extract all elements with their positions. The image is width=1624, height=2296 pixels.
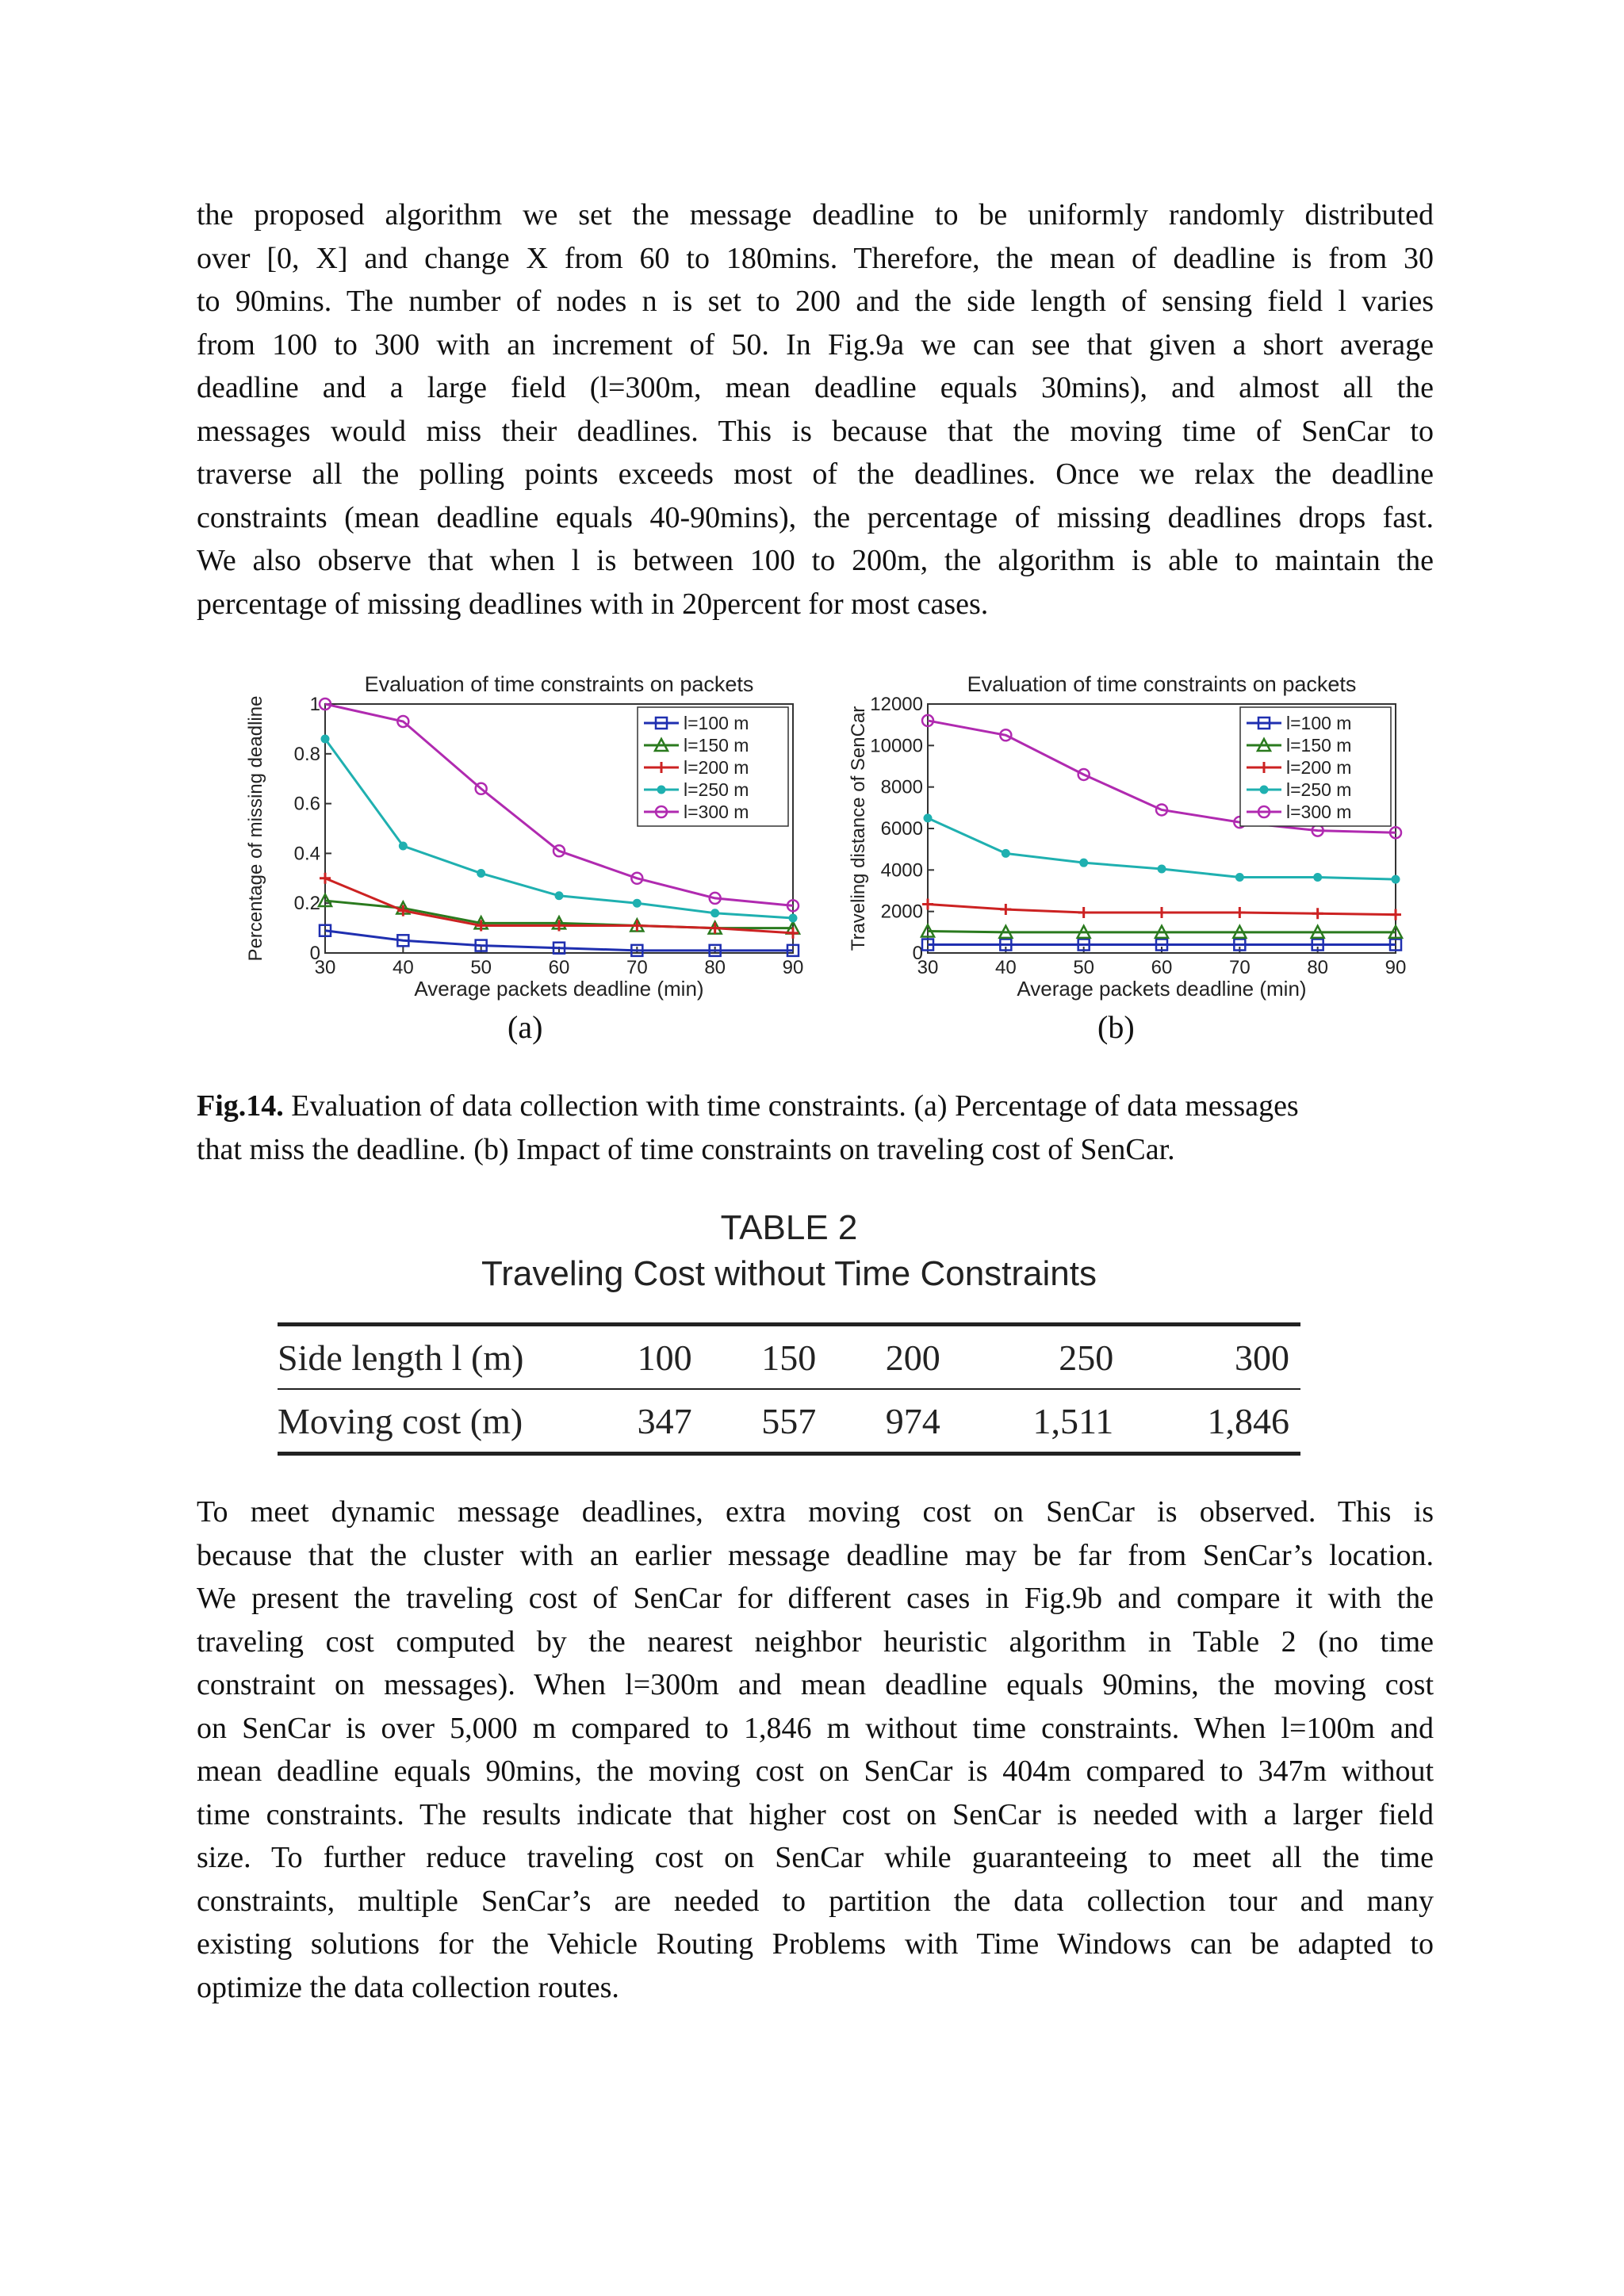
data-point xyxy=(657,786,665,794)
series-line xyxy=(325,931,793,951)
table-cell: 974 xyxy=(827,1389,952,1454)
data-point xyxy=(1158,865,1166,873)
y-tick-label: 2000 xyxy=(880,901,923,923)
x-tick-label: 90 xyxy=(782,957,804,978)
y-tick-label: 4000 xyxy=(880,859,923,882)
table-cell: 150 xyxy=(703,1325,828,1390)
legend-label: l=150 m xyxy=(684,735,749,756)
table-row-header: Side length l (m) xyxy=(278,1325,579,1390)
table-title xyxy=(278,1205,1300,1297)
x-tick-label: 70 xyxy=(626,957,648,978)
data-point xyxy=(555,892,563,900)
data-point xyxy=(1260,786,1268,794)
x-tick-label: 50 xyxy=(1073,957,1095,978)
text-line: constraints, multiple SenCar’s are needed to partition the data collection tour and many xyxy=(197,1884,1434,1918)
x-tick-label: 30 xyxy=(314,957,336,978)
chart-b xyxy=(841,664,1411,1013)
data-point xyxy=(631,920,642,931)
table-cell: 100 xyxy=(579,1325,703,1390)
text-line: existing solutions for the Vehicle Routing Problems with Time Windows can be adapted to xyxy=(197,1927,1434,1961)
text-line: size. To further reduce traveling cost on SenCar while guaranteeing to meet all the time xyxy=(197,1841,1434,1874)
table-caption: Traveling Cost without Time Constraints xyxy=(481,1254,1097,1293)
text-line: deadline and a large field (l=300m, mean deadline equals 30mins), and almost all the xyxy=(197,371,1434,404)
table-cell: 557 xyxy=(703,1389,828,1454)
y-tick-label: 0.6 xyxy=(293,793,320,815)
y-tick-label: 0.8 xyxy=(293,743,320,765)
y-tick-label: 0 xyxy=(912,943,923,964)
x-tick-label: 50 xyxy=(470,957,492,978)
data-point xyxy=(1080,859,1088,867)
table-cell: 200 xyxy=(827,1325,952,1390)
x-tick-label: 30 xyxy=(917,957,939,978)
legend-label: l=300 m xyxy=(1286,802,1352,822)
legend-label: l=200 m xyxy=(1286,757,1352,778)
text-line: the proposed algorithm we set the message deadline to be uniformly randomly distributed xyxy=(197,198,1434,232)
y-tick-label: 0 xyxy=(309,943,320,964)
data-point xyxy=(922,899,933,910)
table-cell: 1,846 xyxy=(1124,1389,1300,1454)
text-line: on SenCar is over 5,000 m compared to 1,846 m without time constraints. When l=100m and xyxy=(197,1711,1434,1745)
legend-label: l=250 m xyxy=(1286,779,1352,800)
data-point xyxy=(1234,907,1245,918)
table-row xyxy=(278,1325,1300,1390)
data-point xyxy=(924,814,932,822)
data-point xyxy=(321,735,329,743)
text-line: messages would miss their deadlines. This is because that the moving time of SenCar to xyxy=(197,414,1434,448)
data-point xyxy=(1314,873,1322,881)
table-number: TABLE 2 xyxy=(720,1208,858,1247)
x-tick-label: 80 xyxy=(1307,957,1329,978)
x-tick-label: 40 xyxy=(392,957,414,978)
panel-label-a: (a) xyxy=(508,1009,543,1045)
x-tick-label: 80 xyxy=(704,957,726,978)
y-axis-label: Percentage of missing deadline xyxy=(245,695,266,962)
data-point xyxy=(1156,907,1167,918)
x-tick-label: 60 xyxy=(1151,957,1173,978)
figure-caption xyxy=(197,1085,1434,1171)
panel-label-b: (b) xyxy=(1097,1009,1135,1045)
data-point xyxy=(633,899,641,907)
data-point xyxy=(1000,904,1011,915)
data-point xyxy=(1312,908,1323,919)
data-point xyxy=(399,842,407,850)
chart-title: Evaluation of time constraints on packets xyxy=(967,672,1357,696)
legend-label: l=150 m xyxy=(1286,735,1352,756)
table-2 xyxy=(278,1322,1300,1456)
table-row-header: Moving cost (m) xyxy=(278,1389,579,1454)
y-tick-label: 8000 xyxy=(880,776,923,798)
data-point xyxy=(711,909,719,917)
legend-label: l=200 m xyxy=(684,757,749,778)
legend-label: l=250 m xyxy=(684,779,749,800)
text-line: traverse all the polling points exceeds most of the deadlines. Once we relax the deadline xyxy=(197,457,1434,491)
y-tick-label: 6000 xyxy=(880,818,923,840)
text-line: from 100 to 300 with an increment of 50. In Fig.9a we can see that given a short average xyxy=(197,327,1434,362)
y-tick-label: 0.4 xyxy=(293,843,320,865)
y-axis-label: Traveling distance of SenCar xyxy=(848,706,869,951)
y-tick-label: 10000 xyxy=(870,735,923,757)
caption-text-1: Evaluation of data collection with time constraints. (a) Percentage of data messages xyxy=(291,1089,1299,1123)
data-point xyxy=(1390,909,1401,920)
chart-a xyxy=(238,664,809,1013)
paragraph-2 xyxy=(197,1490,1434,2009)
y-tick-label: 0.2 xyxy=(293,893,320,915)
data-point xyxy=(320,873,331,884)
text-line: constraints (mean deadline equals 40-90mins), the percentage of missing deadlines drops fast. xyxy=(197,500,1434,534)
text-line: optimize the data collection routes. xyxy=(197,1970,619,2004)
x-tick-label: 60 xyxy=(548,957,570,978)
text-line: time constraints. The results indicate that higher cost on SenCar is needed with a larger field xyxy=(197,1797,1434,1831)
legend-label: l=300 m xyxy=(684,802,749,822)
table-cell: 347 xyxy=(579,1389,703,1454)
text-line: traveling cost computed by the nearest neighbor heuristic algorithm in Table 2 (no time xyxy=(197,1624,1434,1659)
caption-line-1 xyxy=(197,1085,1434,1128)
data-point xyxy=(710,923,721,934)
text-line: over [0, X] and change X from 60 to 180mins. Therefore, the mean of deadline is from 30 xyxy=(197,241,1434,275)
y-tick-label: 1 xyxy=(309,694,320,715)
text-line: mean deadline equals 90mins, the moving cost on SenCar is 404m compared to 347m without xyxy=(197,1755,1434,1788)
data-point xyxy=(477,870,485,878)
data-point xyxy=(789,914,797,922)
text-line: percentage of missing deadlines with in 20percent for most cases. xyxy=(197,587,989,621)
x-axis-label: Average packets deadline (min) xyxy=(414,977,704,1001)
data-point xyxy=(1002,849,1009,857)
x-tick-label: 70 xyxy=(1228,957,1251,978)
text-line: constraint on messages). When l=300m and mean deadline equals 90mins, the moving cost xyxy=(197,1668,1434,1701)
text-line: We present the traveling cost of SenCar for different cases in Fig.9b and compare it with the xyxy=(197,1582,1434,1615)
text-line: We also observe that when l is between 100 to 200m, the algorithm is able to maintain the xyxy=(197,544,1434,577)
y-tick-label: 12000 xyxy=(870,694,923,715)
text-line: To meet dynamic message deadlines, extra moving cost on SenCar is observed. This is xyxy=(197,1495,1434,1529)
paragraph-1 xyxy=(197,193,1434,626)
legend-label: l=100 m xyxy=(1286,713,1352,733)
text-line: because that the cluster with an earlier message deadline may be far from SenCar’s location. xyxy=(197,1538,1434,1572)
text-line: to 90mins. The number of nodes n is set to 200 and the side length of sensing field l varies xyxy=(197,285,1434,318)
table-cell: 300 xyxy=(1124,1325,1300,1390)
x-tick-label: 90 xyxy=(1385,957,1407,978)
x-tick-label: 40 xyxy=(994,957,1017,978)
data-point xyxy=(1078,907,1090,918)
table-cell: 250 xyxy=(952,1325,1124,1390)
legend-label: l=100 m xyxy=(684,713,749,733)
x-axis-label: Average packets deadline (min) xyxy=(1017,977,1307,1001)
data-point xyxy=(1235,873,1243,881)
caption-label: Fig.14. xyxy=(197,1089,284,1123)
figure-14 xyxy=(238,664,1411,1053)
caption-line-2: that miss the deadline. (b) Impact of time constraints on traveling cost of SenCar. xyxy=(197,1132,1175,1166)
table-cell: 1,511 xyxy=(952,1389,1124,1454)
table-row xyxy=(278,1389,1300,1454)
data-point xyxy=(1392,875,1400,883)
chart-title: Evaluation of time constraints on packets xyxy=(364,672,754,696)
